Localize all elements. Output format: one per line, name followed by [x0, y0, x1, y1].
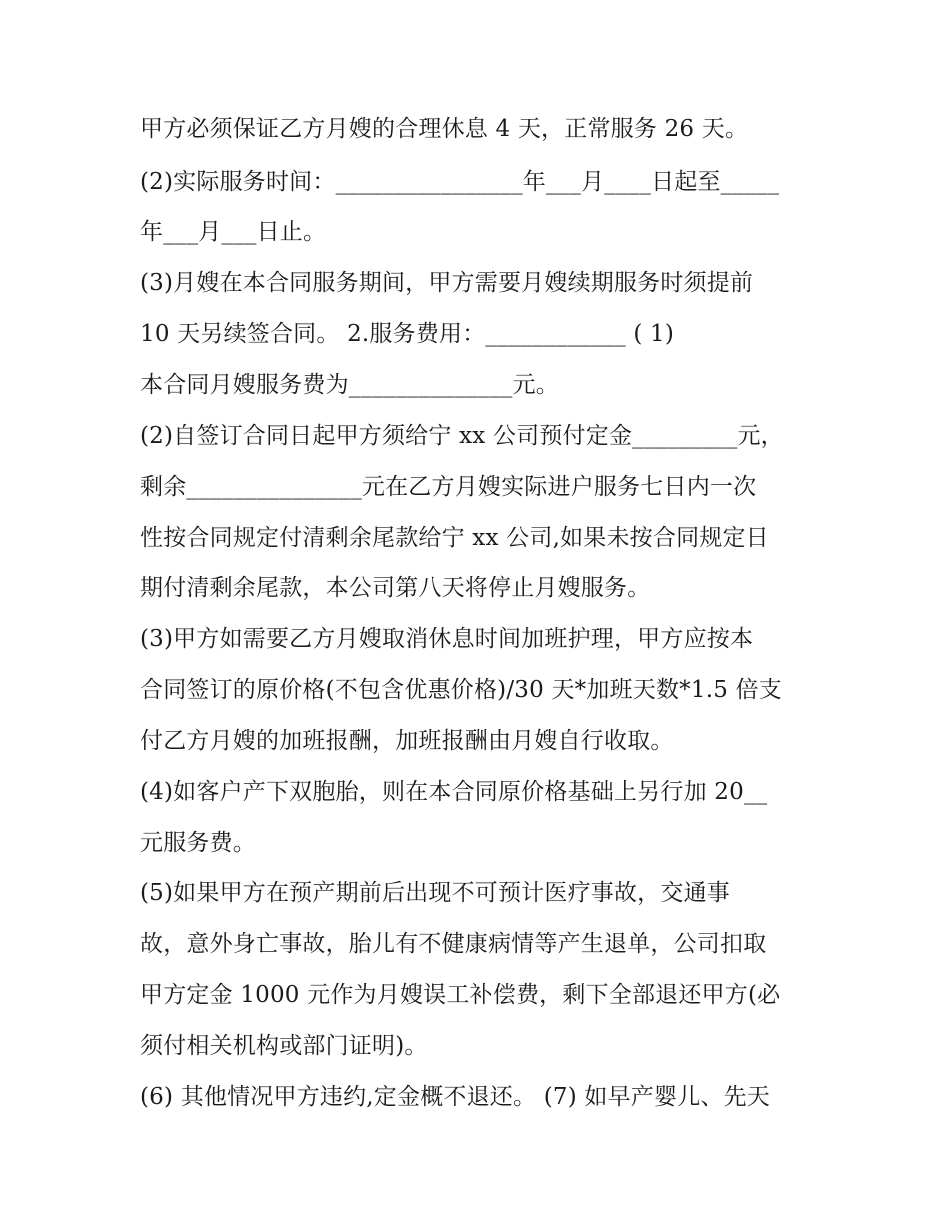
text-line: 甲方定金 1000 元作为月嫂误工补偿费，剩下全部退还甲方(必	[140, 982, 781, 1008]
text-line: 元服务费。	[140, 830, 256, 856]
text-line: 须付相关机构或部门证明)。	[140, 1033, 428, 1059]
text-line: 本合同月嫂服务费为______________元。	[140, 372, 559, 398]
text-line: (2)自签订合同日起甲方须给宁 xx 公司预付定金_________元，	[140, 423, 784, 449]
text-line: 合同签订的原价格(不包含优惠价格)/30 天*加班天数*1.5 倍支	[140, 677, 782, 703]
text-line: (3)月嫂在本合同服务期间，甲方需要月嫂续期服务时须提前	[140, 270, 754, 296]
text-line: (6) 其他情况甲方违约,定金概不退还。 (7) 如早产婴儿、先天	[140, 1084, 771, 1110]
text-line: 年___月___日止。	[140, 219, 327, 245]
text-line: (5)如果甲方在预产期前后出现不可预计医疗事故，交通事	[140, 880, 730, 906]
text-line: (2)实际服务时间：________________年___月____日起至_____	[140, 169, 780, 195]
text-line: (3)甲方如需要乙方月嫂取消休息时间加班护理，甲方应按本	[140, 626, 754, 652]
text-line: 性按合同规定付清剩余尾款给宁 xx 公司,如果未按合同规定日	[140, 525, 769, 551]
text-line: 付乙方月嫂的加班报酬，加班报酬由月嫂自行收取。	[140, 728, 674, 754]
text-line: 10 天另续签合同。 2.服务费用：____________ ( 1)	[140, 321, 675, 347]
text-line: (4)如客户产下双胞胎，则在本合同原价格基础上另行加 20__	[140, 779, 768, 805]
text-line: 甲方必须保证乙方月嫂的合理休息 4 天，正常服务 26 天。	[140, 116, 749, 142]
text-line: 期付清剩余尾款，本公司第八天将停止月嫂服务。	[140, 575, 651, 601]
text-line: 剩余_______________元在乙方月嫂实际进户服务七日内一次	[140, 474, 757, 500]
text-line: 故，意外身亡事故，胎儿有不健康病情等产生退单，公司扣取	[140, 931, 767, 957]
